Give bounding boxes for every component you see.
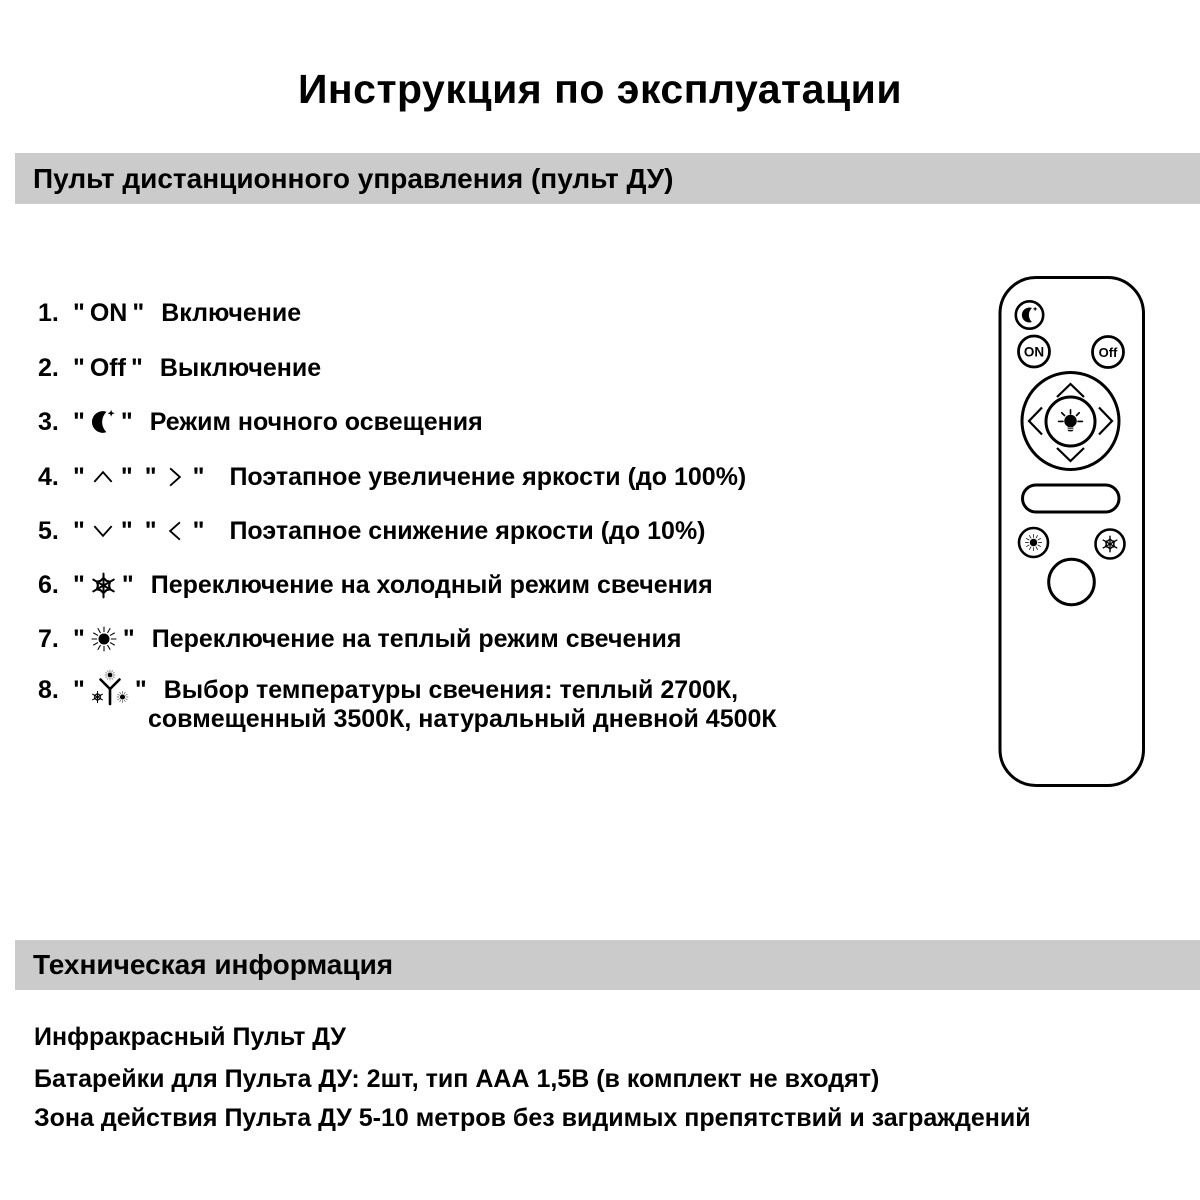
quote-mark: " — [122, 624, 135, 653]
instruction-item-5 — [38, 516, 706, 546]
page-title: Инструкция по эксплуатации — [297, 66, 903, 112]
item-number: 1. — [38, 298, 59, 327]
item-text: Выбор температуры свечения: теплый 2700К, — [163, 675, 739, 704]
quote-mark: " — [73, 570, 85, 599]
on-label: ON — [89, 298, 128, 327]
tech-line: Батарейки для Пульта ДУ: 2шт, тип ААА 1,5В (в комплект не входят) — [34, 1064, 880, 1093]
quote-mark: " — [134, 675, 147, 704]
quote-mark: " — [121, 570, 134, 599]
quote-mark: " — [73, 298, 85, 327]
item-number: 6. — [38, 570, 59, 599]
quote-mark: " — [73, 624, 85, 653]
quote-mark: " — [130, 353, 143, 382]
section-header-tech — [15, 940, 1200, 990]
item-number: 4. — [38, 462, 59, 491]
instruction-item-7 — [38, 624, 681, 654]
item-text: Переключение на теплый режим свечения — [151, 624, 682, 653]
remote-body — [1000, 278, 1144, 786]
remote-drawing — [993, 271, 1153, 796]
quote-mark: " — [73, 353, 85, 382]
instruction-item-4 — [38, 462, 746, 492]
item-text: Выключение — [159, 353, 322, 382]
item-text: Включение — [161, 298, 302, 327]
item-text: Режим ночного освещения — [149, 407, 483, 436]
section-header-remote-label: Пульт дистанционного управления (пульт ДУ) — [33, 162, 674, 194]
quote-mark: " — [132, 298, 145, 327]
chevron-right-icon — [162, 464, 188, 490]
item-text: Переключение на холодный режим свечения — [150, 570, 713, 599]
quote-mark: " — [144, 462, 157, 491]
chevron-up-icon — [90, 464, 116, 490]
item-text: Поэтапное увеличение яркости (до 100%) — [229, 462, 747, 491]
quote-mark: " — [73, 407, 85, 436]
quote-mark: " — [73, 462, 85, 491]
item-number: 3. — [38, 407, 59, 436]
instruction-item-1 — [38, 298, 301, 328]
chevron-down-icon — [90, 518, 116, 544]
instruction-item-3 — [38, 407, 483, 437]
item-number: 7. — [38, 624, 59, 653]
instruction-item-8 — [38, 675, 738, 705]
temp-select-icon — [90, 669, 130, 711]
sun-icon — [90, 625, 118, 653]
quote-mark: " — [192, 462, 205, 491]
item-text-line2: совмещенный 3500К, натуральный дневной 4500К — [148, 705, 777, 733]
tech-line: Зона действия Пульта ДУ 5-10 метров без видимых препятствий и заграждений — [34, 1103, 1031, 1132]
item-number: 8. — [38, 675, 59, 704]
section-header-remote — [15, 153, 1200, 204]
instruction-item-6 — [38, 570, 713, 600]
quote-mark: " — [73, 516, 85, 545]
item-number: 2. — [38, 353, 59, 382]
item-number: 5. — [38, 516, 59, 545]
on-button-label: ON — [1023, 344, 1045, 360]
quote-mark: " — [120, 407, 133, 436]
off-label: Off — [89, 353, 126, 382]
quote-mark: " — [120, 462, 133, 491]
quote-mark: " — [120, 516, 133, 545]
quote-mark: " — [144, 516, 157, 545]
instruction-item-2 — [38, 353, 321, 383]
chevron-left-icon — [162, 518, 188, 544]
off-button-label: Off — [1098, 345, 1118, 360]
moon-icon — [90, 409, 116, 435]
section-header-tech-label: Техническая информация — [33, 949, 394, 980]
quote-mark: " — [192, 516, 205, 545]
quote-mark: " — [73, 675, 85, 704]
item-text: Поэтапное снижение яркости (до 10%) — [229, 516, 706, 545]
snowflake-icon — [90, 572, 117, 599]
tech-line: Инфракрасный Пульт ДУ — [34, 1022, 346, 1051]
